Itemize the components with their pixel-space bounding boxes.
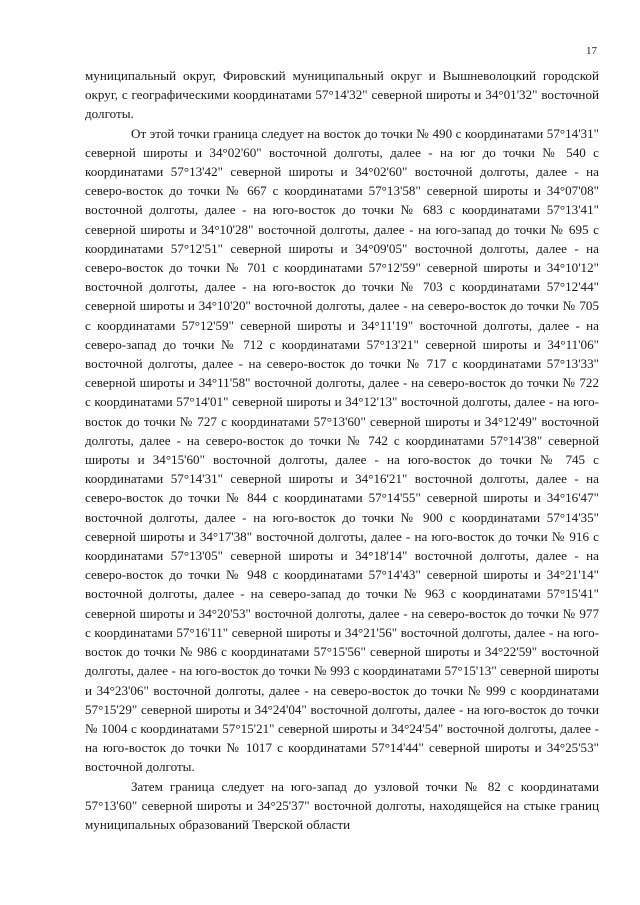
page-number: 17 xyxy=(586,45,597,57)
paragraph-3: Затем граница следует на юго-запад до узловой точки № 82 с координатами 57°13'60" северной широты и 34°25'37" восточной долготы, находящейся на стыке границ муниципальных образований Тверской области xyxy=(85,778,599,832)
document-body xyxy=(85,66,599,834)
paragraph-2: От этой точки граница следует на восток до точки № 490 с координатами 57°14'31" северной широты и 34°02'60" восточной долготы, далее - на юг до точки № 540 с координатами 57°13'42" северной широты и 34°02'60" восточной долготы, далее - на северо-восток до точки № 667 с координатами 57°13'58" северной широты и 34°07'08" восточной долготы, далее - на юго-восток до точки № 683 с координатами 57°13'41" северной широты и 34°10'28" восточной долготы, далее - на юго-запад до точки № 695 с координатами 57°12'51" северной широты и 34°09'05" восточной долготы, далее - на северо-восток до точки № 701 с координатами 57°12'59" северной широты и 34°10'12" восточной долготы, далее - на юго-восток до точки № 703 с координатами 57°12'44" северной широты и 34°10'20" восточной долготы, далее - на северо-восток до точки № 705 с координатами 57°12'59" северной широты и 34°11'19" восточной долготы, далее - на северо-запад до точки № 712 с координатами 57°13'21" северной широты и 34°11'06" восточной долготы, далее - на северо-восток до точки № 717 с координатами 57°13'33" северной широты и 34°11'58" восточной долготы, далее - на северо-восток до точки № 722 с координатами 57°14'01" северной широты и 34°12'13" восточной долготы, далее - на юго-восток до точки № 727 с координатами 57°13'60" северной широты и 34°12'49" восточной долготы, далее - на северо-восток до точки № 742 с координатами 57°14'38" северной широты и 34°15'60" восточной долготы, далее - на юго-восток до точки № 745 с координатами 57°14'31" северной широты и 34°16'21" восточной долготы, далее - на северо-восток до точки № 844 с координатами 57°14'55" северной широты и 34°16'47" восточной долготы, далее - на юго-восток до точки № 900 с координатами 57°14'35" северной широты и 34°17'38" восточной долготы, далее - на юго-восток до точки № 916 с координатами 57°13'05" северной широты и 34°18'14" восточной долготы, далее - на северо-восток до точки № 948 с координатами 57°14'43" северной широты и 34°21'14" восточной долготы, далее - на северо-запад до точки № 963 с координатами 57°15'41" северной широты и 34°20'53" восточной долготы, далее - на северо-восток до точки № 977 с координатами 57°16'11" северной широты и 34°21'56" восточной долготы, далее - на юго-восток до точки № 986 с координатами 57°15'56" северной широты и 34°22'59" восточной долготы, далее - на юго-восток до точки № 993 с координатами 57°15'13" северной широты и 34°23'06" восточной долготы, далее - на северо-восток до точки № 999 с координатами 57°15'29" северной широты и 34°24'04" восточной долготы, далее - на юго-восток до точки № 1004 с координатами 57°15'21" северной широты и 34°24'54" восточной долготы, далее - на юго-восток до точки № 1017 с координатами 57°14'44" северной широты и 34°25'53" восточной долготы. xyxy=(85,125,599,775)
paragraph-1: муниципальный округ, Фировский муниципальный округ и Вышневолоцкий городской округ, с географическими координатами 57°14'32" северной широты и 34°01'32" восточной долготы. xyxy=(85,68,599,122)
